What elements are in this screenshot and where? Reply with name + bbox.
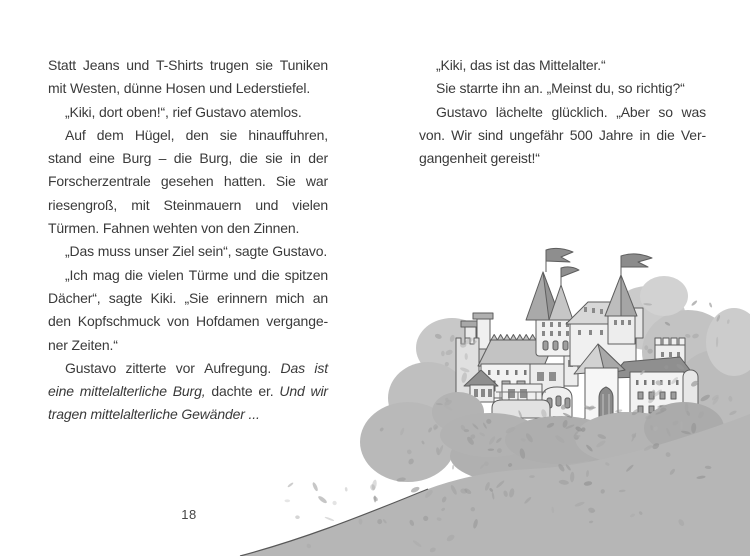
- page-number: 18: [181, 507, 197, 522]
- text-line: „Ich mag die vielen Türme und die spitzen: [65, 266, 328, 283]
- left-text-column: [48, 54, 328, 427]
- text-line: gangenheit gereist!“: [419, 150, 540, 167]
- text-line: Auf dem Hügel, den sie hinauffuhren,: [65, 126, 328, 143]
- text-line: mit Westen, dünne Hosen und Lederstiefel.: [48, 80, 311, 97]
- text-line: Gustavo lächelte glücklich. „Aber so was: [436, 103, 706, 120]
- text-line: „Das muss unser Ziel sein“, sagte Gustavo.: [65, 243, 328, 260]
- text-line: Forscherzentrale gesehen hatten. Sie war: [48, 173, 328, 190]
- text-line: „Kiki, das ist das Mittelalter.“: [436, 57, 606, 73]
- text-line: stand eine Burg – die Burg, die sie in der: [48, 150, 328, 167]
- flag-icon: [621, 254, 652, 267]
- text-line: eine mittelalterliche Burg, dachte er. Und wir: [48, 383, 328, 400]
- text-line: Dächer“, sagte Kiki. „Sie erinnern mich an: [48, 289, 328, 306]
- text-line: ner Zeiten.“: [48, 336, 118, 353]
- text-line: von. Wir sind ungefähr 500 Jahre in die Ver-: [419, 126, 706, 143]
- text-line: „Kiki, dort oben!“, rief Gustavo atemlos.: [65, 103, 302, 120]
- flag-icon: [561, 267, 579, 277]
- flag-icon: [546, 248, 573, 262]
- text-line: den Kopfschmuck von Hofdamen vergange-: [48, 313, 328, 330]
- text-line: Gustavo zitterte vor Aufregung. Das ist: [65, 359, 328, 376]
- text-line: riesengroß, mit Steinmauern und vielen: [48, 196, 328, 213]
- text-line: Statt Jeans und T-Shirts trugen sie Tuniken: [48, 57, 328, 73]
- text-line: tragen mittelalterliche Gewänder ...: [48, 406, 260, 423]
- text-line: Türmen. Fahnen wehten von den Zinnen.: [48, 220, 300, 237]
- right-text-column: [419, 54, 706, 170]
- text-line: Sie starrte ihn an. „Meinst du, so richtig?“: [436, 80, 685, 97]
